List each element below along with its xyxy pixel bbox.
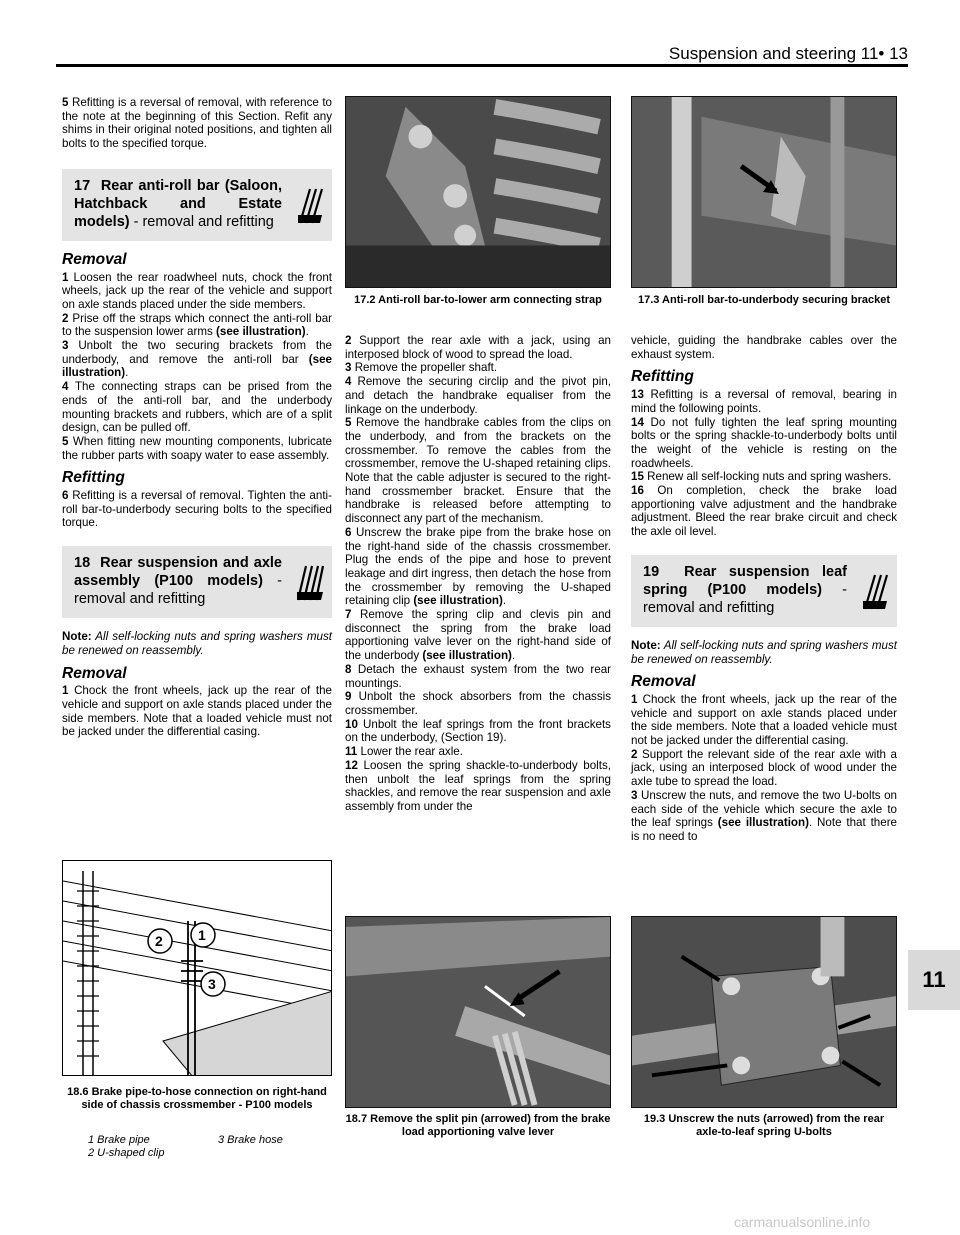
paragraph: 9 Unbolt the shock absorbers from the chassis crossmember. [345, 690, 611, 717]
caption-17-2: 17.2 Anti-roll bar-to-lower arm connecting strap [354, 294, 602, 306]
watermark: carmanualsonline.info [734, 1214, 871, 1230]
caption-18-6: 18.6 Brake pipe-to-hose connection on right-hand side of chassis crossmember - P100 models [67, 1086, 327, 1111]
difficulty-wrench-icon [296, 562, 324, 602]
paragraph: 3 Unscrew the nuts, and remove the two U-bolts on each side of the vehicle which secure the axle to the leaf springs (see illustration). Note that there is no need to [631, 788, 897, 843]
section-19-heading: 19 Rear suspension leaf spring (P100 models) - removal and refitting [631, 555, 897, 627]
paragraph: 5 Refitting is a reversal of removal, with reference to the note at the beginning of this Section. Refit any shims in their original noted positions, and tighten all bolts to the specified torque. [62, 96, 332, 151]
caption-19-3: 19.3 Unscrew the nuts (arrowed) from the rear axle-to-leaf spring U-bolts [643, 1113, 885, 1138]
paragraph: 5 When fitting new mounting components, lubricate the rubber parts with soapy water to ease assembly. [62, 434, 332, 462]
photo-18-7 [345, 916, 611, 1108]
paragraph: 6 Refitting is a reversal of removal. Tighten the anti-roll bar-to-underbody securing bolts to the specified torque. [62, 489, 332, 530]
paragraph: 7 Remove the spring clip and clevis pin and disconnect the spring from the brake load apportioning valve lever on the right-hand side of the underbody (see illustration). [345, 608, 611, 663]
column-1 [62, 96, 332, 739]
page-title: Suspension and steering 11• 13 [668, 44, 908, 63]
note: Note: All self-locking nuts and spring washers must be renewed on reassembly. [631, 638, 897, 666]
paragraph: 8 Detach the exhaust system from the two rear mountings. [345, 662, 611, 690]
paragraph: 4 The connecting straps can be prised from the ends of the anti-roll bar, and the underbody mounting brackets and rubbers, which are of a split design, can be pulled off. [62, 380, 332, 435]
heading-refitting: Refitting [631, 368, 694, 386]
paragraph: 12 Loosen the spring shackle-to-underbody bolts, then unbolt the leaf springs from the spring shackles, and remove the rear suspension and axle assembly from under the [345, 758, 611, 813]
paragraph: 6 Unscrew the brake pipe from the brake hose on the right-hand side of the chassis crossmember. Plug the ends of the pipe and hose to prevent leakage and dirt ingress, then detach the hose from the crossmember by removing the U-shaped retaining clip (see illustration). [345, 525, 611, 608]
callout-3: 3 [208, 976, 216, 992]
photo-17-2 [345, 96, 611, 288]
difficulty-wrench-icon [861, 571, 889, 611]
paragraph: 1 Chock the front wheels, jack up the rear of the vehicle and support on axle stands placed under the side members. Note that a loaded vehicle must not be jacked under the differential casing. [62, 684, 332, 739]
heading-removal: Removal [62, 250, 127, 268]
difficulty-wrench-icon [296, 185, 324, 225]
heading-removal: Removal [62, 664, 127, 682]
paragraph: 16 On completion, check the brake load apportioning valve adjustment and the handbrake adjustment. Bleed the rear brake circuit and check the axle oil level. [631, 484, 897, 539]
paragraph: 4 Remove the securing circlip and the pivot pin, and detach the handbrake equaliser from the linkage on the underbody. [345, 375, 611, 416]
paragraph: 3 Remove the propeller shaft. [345, 361, 498, 375]
paragraph: 1 Loosen the rear roadwheel nuts, chock the front wheels, jack up the rear of the vehicle and support on axle stands placed under the side members. [62, 270, 332, 311]
header-rule [56, 64, 908, 67]
caption-17-3: 17.3 Anti-roll bar-to-underbody securing bracket [637, 294, 891, 306]
paragraph: 13 Refitting is a reversal of removal, bearing in mind the following points. [631, 388, 897, 415]
paragraph: 3 Unbolt the two securing brackets from the underbody, and remove the anti-roll bar (see illustration). [62, 339, 332, 380]
caption-18-7: 18.7 Remove the split pin (arrowed) from the brake load apportioning valve lever [345, 1113, 611, 1138]
paragraph: vehicle, guiding the handbrake cables over the exhaust system. [631, 334, 897, 361]
column-3 [631, 334, 897, 844]
chapter-tab: 11 [908, 950, 960, 1010]
paragraph: 10 Unbolt the leaf springs from the front brackets on the underbody, (Section 19). [345, 717, 611, 745]
column-2 [345, 334, 611, 814]
callout-1: 1 [198, 927, 206, 943]
heading-refitting: Refitting [62, 469, 125, 487]
photo-19-3 [631, 916, 897, 1108]
section-17-heading: 17 Rear anti-roll bar (Saloon, Hatchback and Estate models) - removal and refitting [62, 169, 332, 241]
diagram-18-6 [62, 860, 332, 1076]
paragraph: 5 Remove the handbrake cables from the clips on the underbody, and from the brackets on the crossmember. To remove the cables from the crossmember, remove the U-shaped retaining clips. Note that the cable adjuster is secured to the right-hand crossmember bracket. Ensure that the handbrake is released before attempting to disconnect any part of the mechanism. [345, 416, 611, 526]
page-header [56, 14, 908, 70]
caption-18-6-key: 1 Brake pipe 3 Brake hose 2 U-shaped clip [88, 1134, 283, 1159]
paragraph: 1 Chock the front wheels, jack up the rear of the vehicle and support on axle stands placed under the side members. Note that a loaded vehicle must not be jacked under the differential casing. [631, 692, 897, 748]
paragraph: 14 Do not fully tighten the leaf spring mounting bolts or the spring shackle-to-underbody bolts until the weight of the vehicle is resting on the roadwheels. [631, 415, 897, 470]
note: Note: All self-locking nuts and spring washers must be renewed on reassembly. [62, 630, 332, 657]
paragraph: 2 Support the rear axle with a jack, using an interposed block of wood to spread the load. [345, 334, 611, 361]
paragraph: 11 Lower the rear axle. [345, 745, 463, 759]
heading-removal: Removal [631, 673, 696, 691]
callout-2: 2 [155, 933, 163, 949]
photo-17-3 [631, 96, 897, 288]
paragraph: 2 Support the relevant side of the rear axle with a jack, using an interposed block of wood under the axle tube to spread the load. [631, 747, 897, 789]
section-18-heading: 18 Rear suspension and axle assembly (P100 models) - removal and refitting [62, 546, 332, 618]
paragraph: 2 Prise off the straps which connect the anti-roll bar to the suspension lower arms (see illustration). [62, 311, 332, 339]
paragraph: 15 Renew all self-locking nuts and spring washers. [631, 470, 892, 484]
